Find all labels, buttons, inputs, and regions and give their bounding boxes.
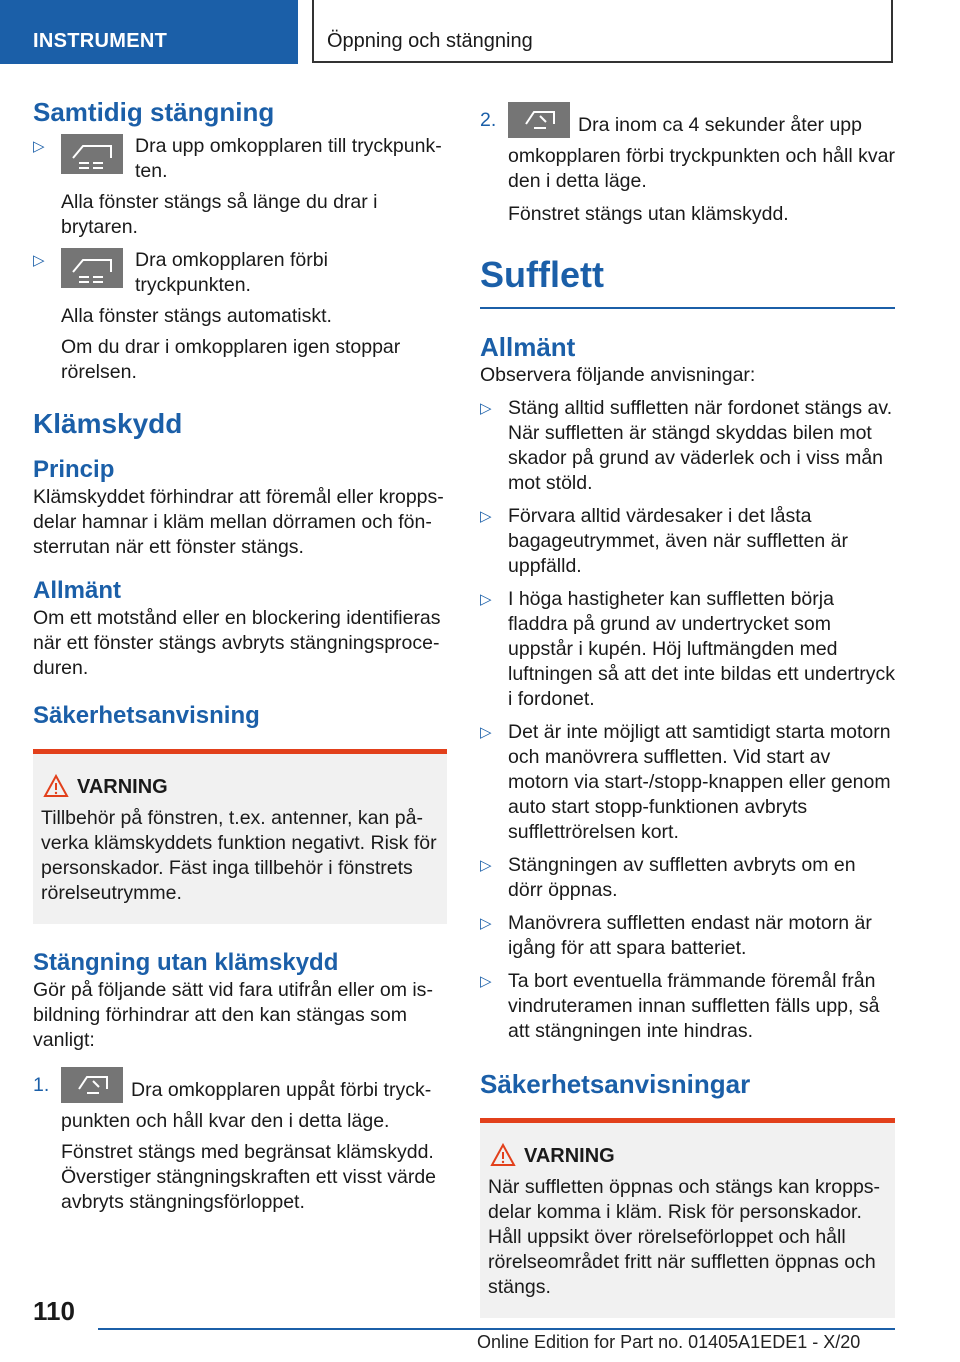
list-item xyxy=(480,396,895,496)
step-number: 1. xyxy=(33,1074,50,1096)
bullet-text: Dra upp omkopplaren till tryckpunkten. xyxy=(135,135,442,182)
list-item xyxy=(33,1073,447,1215)
list-item xyxy=(480,853,895,903)
step-text: Dra omkopplaren uppåt förbi tryckpunkten och håll kvar den i detta läge. xyxy=(61,1079,432,1132)
warning-box xyxy=(33,749,447,924)
list-item-text: Det är inte möjligt att samtidigt starta motorn och manövrera suffletten. Vid start av motorn via start-/stopp-knappen eller genom auto start stopp-funktionen avbryts sufflettrörelsen kort. xyxy=(508,721,891,843)
edition-note: Online Edition for Part no. 01405A1EDE1 - X/20 xyxy=(477,1332,861,1352)
heading-samtidig: Samtidig stängning xyxy=(33,97,275,127)
list-item xyxy=(480,720,895,845)
bullet-triangle-icon: ▷ xyxy=(480,973,492,990)
list-item xyxy=(480,587,895,712)
warning-text: Tillbehör på fönstren, t.ex. antenner, kan påverka klämskyddets funktion negativt. Risk för personskador. Fäst inga tillbehör i fönstrets rörelseutrymme. xyxy=(41,807,437,904)
window-switch-up-icon xyxy=(508,102,570,138)
bullet-triangle-icon: ▷ xyxy=(480,915,492,932)
bullet-triangle-icon: ▷ xyxy=(480,857,492,874)
chapter-tab[interactable] xyxy=(312,0,893,63)
list-item xyxy=(480,911,895,961)
step-text: Dra inom ca 4 sekunder åter upp omkopplaren förbi tryckpunkten och håll kvar den i detta läge. xyxy=(508,114,895,192)
heading-sufflett: Sufflett xyxy=(480,253,895,309)
paragraph: Observera följande anvisningar: xyxy=(480,364,756,386)
list-item-text: I höga hastigheter kan suffletten börja fladdra på grund av undertrycket som uppstår i kupén. Höj luftmängden med luftningen så att det inte bildas ett undertryck i fordonet. xyxy=(508,588,895,710)
right-column xyxy=(480,108,895,1318)
list-item-text: Stäng alltid suffletten när fordonet stängs av. När suffletten är stängd skyddas bilen mot skador på grund av väderlek och i viss mån mot stöld. xyxy=(508,397,893,494)
heading-allmant: Allmänt xyxy=(480,332,576,362)
left-column xyxy=(33,96,447,1215)
paragraph: Gör på följande sätt vid fara utifrån eller om isbildning förhindrar att den kan stängas som vanligt: xyxy=(33,979,433,1051)
list-item-text: Ta bort eventuella främmande föremål från vindruteramen innan suffletten fälls upp, så att stängningen inte hindras. xyxy=(508,970,880,1042)
chapter-label: Öppning och stängning xyxy=(327,30,533,52)
bullet-triangle-icon: ▷ xyxy=(480,591,492,608)
heading-klamskydd: Klämskydd xyxy=(33,408,183,439)
window-switch-up-icon xyxy=(61,1067,123,1103)
list-item xyxy=(480,969,895,1044)
warning-triangle-icon xyxy=(490,1143,516,1167)
paragraph: Klämskyddet förhindrar att föremål eller kroppsdelar hamnar i kläm mellan dörramen och fönsterrutan när ett fönster stängs. xyxy=(33,486,444,558)
bullet-triangle-icon: ▷ xyxy=(480,400,492,417)
warning-label: VARNING xyxy=(77,776,168,798)
bullet-subtext: Alla fönster stängs automatiskt. xyxy=(61,305,332,327)
heading-allmant: Allmänt xyxy=(33,577,122,604)
section-label: INSTRUMENT xyxy=(33,30,168,52)
list-item xyxy=(33,134,447,240)
warning-label: VARNING xyxy=(524,1145,615,1167)
bullet-text: Dra omkopplaren förbi tryckpunkten. xyxy=(135,249,328,296)
page-number: 110 xyxy=(33,1296,75,1326)
step-number: 2. xyxy=(480,109,497,131)
bullet-triangle-icon: ▷ xyxy=(480,724,492,741)
step-subtext: Fönstret stängs utan klämskydd. xyxy=(508,203,789,225)
list-item-text: Manövrera suffletten endast när motorn är igång för att spara batteriet. xyxy=(508,912,872,959)
bullet-triangle-icon: ▷ xyxy=(480,508,492,525)
list-item xyxy=(33,248,447,385)
bullet-triangle-icon: ▷ xyxy=(33,138,45,155)
list-item xyxy=(480,108,895,227)
heading-princip: Princip xyxy=(33,456,115,483)
warning-triangle-icon xyxy=(43,774,69,798)
bullet-triangle-icon: ▷ xyxy=(33,252,45,269)
warning-title xyxy=(488,1141,887,1171)
window-switch-icon xyxy=(61,134,123,174)
paragraph: Om ett motstånd eller en blockering identifieras när ett fönster stängs avbryts stängningsproceduren. xyxy=(33,607,441,679)
list-item-text: Förvara alltid värdesaker i det låsta bagageutrymmet, även när suffletten är uppfälld. xyxy=(508,505,849,577)
heading-utan-klamskydd: Stängning utan klämskydd xyxy=(33,949,339,976)
heading-sakerhetsanvisning: Säkerhetsanvisning xyxy=(33,702,260,729)
bullet-subtext: Alla fönster stängs så länge du drar i brytaren. xyxy=(61,191,378,238)
warning-title xyxy=(41,772,439,802)
section-tab[interactable] xyxy=(0,0,298,64)
list-item xyxy=(480,504,895,579)
warning-box xyxy=(480,1118,895,1318)
warning-text: När suffletten öppnas och stängs kan kroppsdelar komma i kläm. Risk för personskador. Håll uppsikt över rörelseförloppet och håll rörelseområdet fritt när suffletten öppnas och stängs. xyxy=(488,1176,881,1298)
list-item-text: Stängningen av suffletten avbryts om en dörr öppnas. xyxy=(508,854,856,901)
bullet-subtext: Om du drar i omkopplaren igen stoppar rörelsen. xyxy=(61,336,401,383)
step-subtext: Fönstret stängs med begränsat klämskydd. Överstiger stängningskraften ett visst värde avbryts stängningsförloppet. xyxy=(61,1141,437,1213)
heading-sakerhetsanvisningar: Säkerhetsanvisningar xyxy=(480,1069,751,1099)
window-switch-icon xyxy=(61,248,123,288)
footer-divider xyxy=(98,1328,895,1330)
